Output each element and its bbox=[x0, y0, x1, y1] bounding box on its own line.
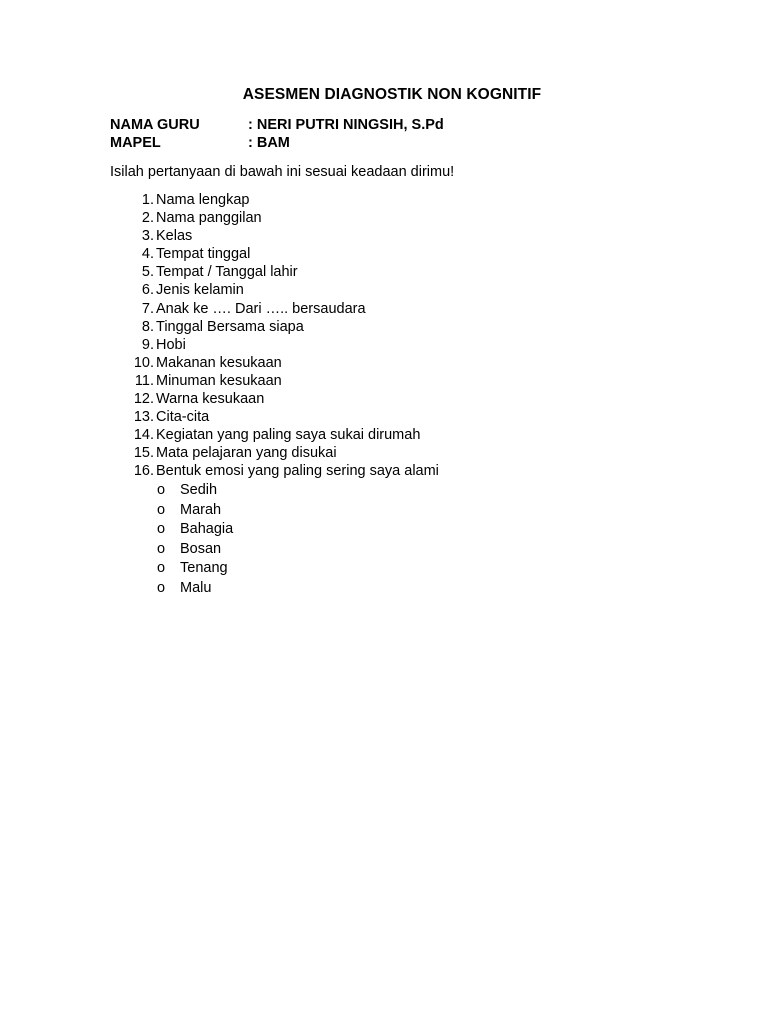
option-text: Malu bbox=[180, 579, 212, 596]
question-number: 2. bbox=[141, 210, 154, 227]
question-text: Nama lengkap bbox=[156, 192, 250, 208]
question-text: Kegiatan yang paling saya sukai dirumah bbox=[156, 427, 421, 444]
question-text: Kelas bbox=[156, 228, 193, 245]
bullet-icon: o bbox=[157, 579, 166, 596]
question-text: Bentuk emosi yang paling sering saya alami bbox=[156, 463, 439, 480]
question-number: 14. bbox=[133, 427, 154, 444]
question-text: Tempat / Tanggal lahir bbox=[156, 264, 298, 281]
question-number: 15. bbox=[133, 445, 154, 462]
question-number: 8. bbox=[141, 318, 154, 335]
teacher-name-label: NAMA GURU bbox=[110, 117, 200, 133]
option-text: Sedih bbox=[180, 482, 218, 498]
option-text: Bosan bbox=[180, 540, 222, 557]
bullet-icon: o bbox=[157, 501, 166, 518]
teacher-name-value: : NERI PUTRI NINGSIH, S.Pd bbox=[248, 117, 444, 133]
question-text: Anak ke …. Dari ….. bersaudara bbox=[156, 300, 366, 317]
bullet-icon: o bbox=[157, 521, 166, 537]
question-text: Mata pelajaran yang disukai bbox=[156, 445, 337, 462]
option-text: Tenang bbox=[180, 560, 228, 576]
instruction-text: Isilah pertanyaan di bawah ini sesuai keadaan dirimu! bbox=[110, 164, 455, 180]
option-text: Bahagia bbox=[180, 521, 234, 537]
question-text: Makanan kesukaan bbox=[156, 354, 282, 371]
page-title: ASESMEN DIAGNOSTIK NON KOGNITIF bbox=[242, 86, 542, 103]
option-text: Marah bbox=[180, 501, 222, 518]
question-number: 10. bbox=[133, 354, 154, 371]
question-text: Tinggal Bersama siapa bbox=[156, 318, 304, 335]
bullet-icon: o bbox=[157, 560, 166, 576]
question-number: 12. bbox=[133, 391, 154, 408]
question-text: Tempat tinggal bbox=[156, 246, 251, 263]
question-text: Hobi bbox=[156, 336, 186, 353]
question-number: 1. bbox=[141, 192, 154, 208]
question-text: Warna kesukaan bbox=[156, 391, 265, 408]
bullet-icon: o bbox=[157, 540, 166, 557]
question-text: Minuman kesukaan bbox=[156, 372, 282, 389]
question-text: Nama panggilan bbox=[156, 210, 262, 227]
question-number: 4. bbox=[141, 246, 154, 263]
question-text: Cita-cita bbox=[156, 409, 210, 426]
question-number: 9. bbox=[141, 336, 154, 353]
question-number: 5. bbox=[141, 264, 154, 281]
question-number: 13. bbox=[133, 409, 154, 426]
subject-value: : BAM bbox=[248, 135, 290, 151]
question-number: 7. bbox=[141, 300, 154, 317]
question-number: 3. bbox=[141, 228, 154, 245]
question-number: 11. bbox=[134, 372, 154, 389]
question-text: Jenis kelamin bbox=[156, 282, 244, 299]
bullet-icon: o bbox=[157, 482, 166, 498]
subject-label: MAPEL bbox=[110, 135, 161, 151]
question-number: 16. bbox=[133, 463, 154, 480]
question-number: 6. bbox=[141, 282, 154, 299]
